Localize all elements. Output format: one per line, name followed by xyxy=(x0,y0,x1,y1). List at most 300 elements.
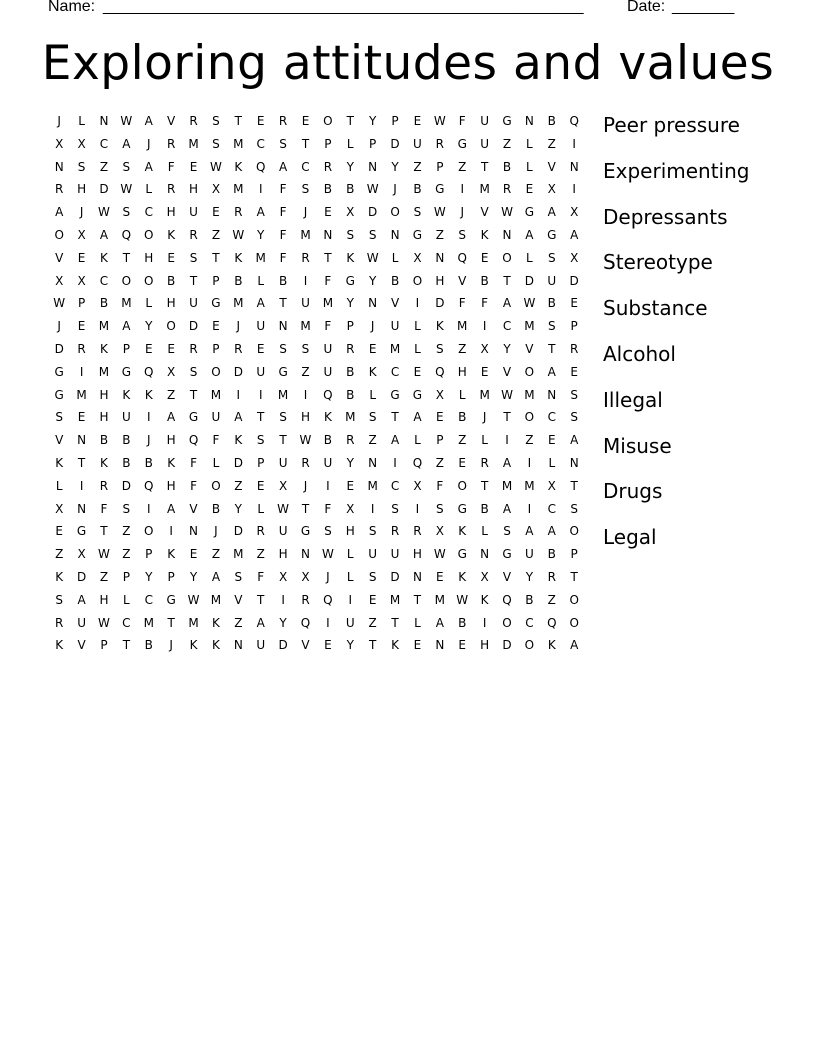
grid-letter[interactable]: K xyxy=(55,569,64,584)
grid-letter[interactable]: F xyxy=(100,501,108,516)
grid-letter[interactable]: U xyxy=(278,524,288,539)
grid-letter[interactable]: E xyxy=(458,638,467,653)
grid-letter[interactable]: V xyxy=(502,569,512,584)
grid-letter[interactable]: X xyxy=(435,387,444,402)
grid-letter[interactable]: Z xyxy=(211,227,221,242)
grid-letter[interactable]: E xyxy=(212,205,220,220)
grid-letter[interactable]: U xyxy=(256,638,266,653)
grid-letter[interactable]: C xyxy=(525,615,534,630)
grid-letter[interactable]: Z xyxy=(368,433,377,448)
grid-letter[interactable]: S xyxy=(391,501,399,516)
grid-letter[interactable]: D xyxy=(233,455,243,470)
grid-letter[interactable]: S xyxy=(368,227,377,242)
grid-letter[interactable]: O xyxy=(144,273,154,288)
grid-letter[interactable]: M xyxy=(434,592,446,607)
grid-letter[interactable]: R xyxy=(346,341,355,356)
grid-letter[interactable]: K xyxy=(211,638,220,653)
grid-letter[interactable]: S xyxy=(368,524,377,539)
grid-letter[interactable]: K xyxy=(458,569,467,584)
grid-letter[interactable]: X xyxy=(55,273,64,288)
grid-letter[interactable]: R xyxy=(55,182,64,197)
grid-letter[interactable]: E xyxy=(480,364,489,379)
grid-letter[interactable]: C xyxy=(390,478,400,493)
grid-letter[interactable]: S xyxy=(413,205,422,220)
grid-letter[interactable]: J xyxy=(79,205,84,220)
grid-letter[interactable]: K xyxy=(323,410,332,425)
grid-letter[interactable]: O xyxy=(502,615,512,630)
grid-letter[interactable]: S xyxy=(346,227,355,242)
grid-letter[interactable]: X xyxy=(435,524,444,539)
grid-letter[interactable]: E xyxy=(301,114,310,128)
grid-letter[interactable]: U xyxy=(278,455,288,470)
grid-letter[interactable]: L xyxy=(458,387,466,402)
grid-letter[interactable]: H xyxy=(435,273,445,288)
grid-letter[interactable]: B xyxy=(278,273,288,288)
grid-letter[interactable]: E xyxy=(167,250,175,265)
grid-letter[interactable]: L xyxy=(78,114,85,128)
grid-letter[interactable]: M xyxy=(188,136,199,151)
grid-letter[interactable]: T xyxy=(570,569,578,584)
grid-letter[interactable]: Z xyxy=(234,478,243,493)
grid-letter[interactable]: C xyxy=(122,615,131,630)
grid-letter[interactable]: Y xyxy=(368,273,377,288)
grid-letter[interactable]: R xyxy=(301,250,310,265)
grid-letter[interactable]: B xyxy=(458,615,467,630)
grid-letter[interactable]: K xyxy=(211,615,220,630)
grid-letter[interactable]: K xyxy=(55,455,64,470)
grid-letter[interactable]: A xyxy=(167,501,176,516)
grid-letter[interactable]: I xyxy=(281,592,285,607)
grid-letter[interactable]: I xyxy=(258,387,263,402)
grid-letter[interactable]: L xyxy=(145,296,153,311)
grid-letter[interactable]: U xyxy=(390,319,400,334)
grid-letter[interactable]: A xyxy=(256,205,265,220)
grid-letter[interactable]: S xyxy=(279,410,287,425)
grid-letter[interactable]: U xyxy=(256,319,266,334)
grid-letter[interactable]: G xyxy=(345,273,355,288)
grid-letter[interactable]: O xyxy=(569,524,579,539)
grid-letter[interactable]: W xyxy=(120,114,133,128)
grid-letter[interactable]: R xyxy=(189,341,198,356)
grid-letter[interactable]: T xyxy=(257,592,265,607)
grid-letter[interactable]: W xyxy=(501,205,513,220)
grid-letter[interactable]: S xyxy=(279,341,287,356)
grid-letter[interactable]: K xyxy=(144,387,153,402)
grid-letter[interactable]: S xyxy=(122,501,131,516)
grid-letter[interactable]: B xyxy=(547,114,556,128)
grid-letter[interactable]: E xyxy=(256,478,265,493)
grid-letter[interactable]: X xyxy=(77,273,86,288)
grid-letter[interactable]: O xyxy=(569,615,579,630)
grid-letter[interactable]: V xyxy=(502,364,512,379)
grid-letter[interactable]: S xyxy=(458,227,467,242)
grid-letter[interactable]: D xyxy=(278,638,288,653)
grid-letter[interactable]: G xyxy=(188,410,199,425)
grid-letter[interactable]: L xyxy=(526,159,533,174)
grid-letter[interactable]: R xyxy=(189,227,198,242)
grid-letter[interactable]: E xyxy=(413,114,422,128)
grid-letter[interactable]: M xyxy=(479,182,490,197)
grid-letter[interactable]: T xyxy=(212,250,220,265)
grid-letter[interactable]: W xyxy=(433,547,446,562)
grid-letter[interactable]: R xyxy=(480,455,489,470)
grid-letter[interactable]: A xyxy=(77,592,86,607)
grid-letter[interactable]: M xyxy=(233,136,244,151)
grid-letter[interactable]: B xyxy=(144,455,153,470)
grid-letter[interactable]: K xyxy=(234,433,243,448)
grid-letter[interactable]: A xyxy=(502,501,512,516)
grid-letter[interactable]: F xyxy=(190,455,197,470)
grid-letter[interactable]: D xyxy=(390,136,400,151)
grid-letter[interactable]: K xyxy=(167,455,176,470)
grid-letter[interactable]: K xyxy=(122,387,131,402)
grid-letter[interactable]: S xyxy=(368,569,377,584)
grid-letter[interactable]: A xyxy=(525,524,534,539)
grid-letter[interactable]: D xyxy=(390,569,400,584)
grid-letter[interactable]: Z xyxy=(525,433,534,448)
grid-letter[interactable]: I xyxy=(79,478,84,493)
grid-letter[interactable]: H xyxy=(300,410,310,425)
grid-letter[interactable]: S xyxy=(436,341,444,356)
grid-letter[interactable]: T xyxy=(570,478,578,493)
grid-letter[interactable]: G xyxy=(54,387,64,402)
grid-letter[interactable]: S xyxy=(55,592,63,607)
grid-letter[interactable]: C xyxy=(547,501,556,516)
grid-letter[interactable]: S xyxy=(368,410,377,425)
grid-letter[interactable]: R xyxy=(346,433,355,448)
grid-letter[interactable]: N xyxy=(323,227,333,242)
grid-letter[interactable]: H xyxy=(166,433,176,448)
grid-letter[interactable]: X xyxy=(77,227,86,242)
grid-letter[interactable]: B xyxy=(99,433,109,448)
grid-letter[interactable]: M xyxy=(143,615,154,630)
grid-letter[interactable]: Z xyxy=(458,433,467,448)
grid-letter[interactable]: E xyxy=(77,410,86,425)
grid-letter[interactable]: X xyxy=(278,478,288,493)
grid-letter[interactable]: M xyxy=(524,387,535,402)
grid-letter[interactable]: S xyxy=(234,569,243,584)
grid-letter[interactable]: O xyxy=(524,410,535,425)
grid-letter[interactable]: A xyxy=(525,227,534,242)
grid-letter[interactable]: L xyxy=(526,136,533,151)
grid-letter[interactable]: W xyxy=(98,205,110,220)
grid-letter[interactable]: L xyxy=(257,501,265,516)
grid-letter[interactable]: R xyxy=(166,136,176,151)
grid-letter[interactable]: Z xyxy=(99,159,109,174)
grid-letter[interactable]: L xyxy=(414,615,421,630)
grid-letter[interactable]: I xyxy=(482,319,487,334)
grid-letter[interactable]: J xyxy=(57,114,61,128)
grid-letter[interactable]: J xyxy=(214,524,218,539)
grid-letter[interactable]: Q xyxy=(435,364,445,379)
grid-letter[interactable]: W xyxy=(209,159,222,174)
grid-letter[interactable]: Y xyxy=(346,638,354,653)
grid-letter[interactable]: T xyxy=(257,410,265,425)
grid-letter[interactable]: V xyxy=(77,638,86,653)
grid-letter[interactable]: Z xyxy=(55,547,64,562)
grid-letter[interactable]: B xyxy=(547,296,556,311)
grid-letter[interactable]: O xyxy=(524,364,535,379)
grid-letter[interactable]: S xyxy=(122,159,131,174)
grid-letter[interactable]: H xyxy=(412,547,422,562)
grid-letter[interactable]: H xyxy=(99,410,109,425)
grid-letter[interactable]: A xyxy=(413,410,422,425)
grid-letter[interactable]: U xyxy=(211,410,221,425)
grid-letter[interactable]: C xyxy=(99,136,109,151)
grid-letter[interactable]: Z xyxy=(368,615,377,630)
grid-letter[interactable]: I xyxy=(527,501,532,516)
grid-letter[interactable]: K xyxy=(480,592,489,607)
grid-letter[interactable]: O xyxy=(502,250,512,265)
grid-letter[interactable]: M xyxy=(479,387,490,402)
grid-letter[interactable]: H xyxy=(278,547,288,562)
grid-letter[interactable]: P xyxy=(100,638,108,653)
grid-letter[interactable]: D xyxy=(368,205,378,220)
grid-letter[interactable]: M xyxy=(524,319,535,334)
grid-letter[interactable]: Y xyxy=(145,569,153,584)
grid-letter[interactable]: M xyxy=(367,478,378,493)
grid-letter[interactable]: G xyxy=(457,501,467,516)
grid-letter[interactable]: Z xyxy=(413,159,422,174)
grid-letter[interactable]: T xyxy=(279,296,287,311)
grid-letter[interactable]: F xyxy=(190,478,197,493)
grid-letter[interactable]: W xyxy=(366,250,379,265)
grid-letter[interactable]: F xyxy=(458,114,466,128)
grid-letter[interactable]: M xyxy=(300,227,311,242)
grid-letter[interactable]: L xyxy=(212,455,220,470)
grid-letter[interactable]: R xyxy=(77,341,86,356)
grid-letter[interactable]: W xyxy=(433,205,446,220)
grid-letter[interactable]: R xyxy=(301,592,310,607)
grid-letter[interactable]: S xyxy=(212,114,220,128)
grid-letter[interactable]: L xyxy=(257,273,265,288)
grid-letter[interactable]: T xyxy=(503,410,511,425)
grid-letter[interactable]: S xyxy=(570,410,578,425)
grid-letter[interactable]: J xyxy=(57,319,61,334)
grid-letter[interactable]: T xyxy=(503,273,511,288)
grid-letter[interactable]: Y xyxy=(145,319,153,334)
grid-letter[interactable]: T xyxy=(279,433,287,448)
grid-letter[interactable]: J xyxy=(370,319,375,334)
grid-letter[interactable]: M xyxy=(76,387,87,402)
grid-letter[interactable]: O xyxy=(54,227,64,242)
grid-letter[interactable]: K xyxy=(234,250,243,265)
grid-letter[interactable]: I xyxy=(572,182,576,197)
grid-letter[interactable]: S xyxy=(301,341,310,356)
grid-letter[interactable]: X xyxy=(211,182,221,197)
grid-letter[interactable]: A xyxy=(278,159,288,174)
grid-letter[interactable]: Z xyxy=(435,227,444,242)
grid-letter[interactable]: S xyxy=(547,250,556,265)
grid-letter[interactable]: X xyxy=(77,136,86,151)
grid-letter[interactable]: S xyxy=(77,159,86,174)
grid-letter[interactable]: Z xyxy=(547,136,556,151)
grid-letter[interactable]: G xyxy=(300,524,311,539)
grid-letter[interactable]: U xyxy=(256,364,266,379)
grid-letter[interactable]: X xyxy=(77,547,86,562)
grid-letter[interactable]: N xyxy=(54,159,64,174)
grid-letter[interactable]: J xyxy=(303,478,308,493)
grid-letter[interactable]: Q xyxy=(502,592,512,607)
grid-letter[interactable]: O xyxy=(211,478,221,493)
grid-letter[interactable]: A xyxy=(99,227,109,242)
grid-letter[interactable]: P xyxy=(436,159,444,174)
grid-letter[interactable]: U xyxy=(547,273,557,288)
grid-letter[interactable]: Y xyxy=(525,569,534,584)
grid-letter[interactable]: F xyxy=(436,478,444,493)
grid-letter[interactable]: I xyxy=(460,182,464,197)
grid-letter[interactable]: E xyxy=(167,341,175,356)
grid-letter[interactable]: I xyxy=(303,273,308,288)
grid-letter[interactable]: Z xyxy=(99,569,109,584)
grid-letter[interactable]: X xyxy=(570,205,579,220)
grid-letter[interactable]: Q xyxy=(323,592,333,607)
grid-letter[interactable]: T xyxy=(391,410,399,425)
grid-letter[interactable]: U xyxy=(480,114,490,128)
grid-letter[interactable]: R xyxy=(234,205,243,220)
grid-letter[interactable]: A xyxy=(390,433,400,448)
grid-letter[interactable]: Q xyxy=(323,387,333,402)
grid-letter[interactable]: P xyxy=(324,136,332,151)
grid-letter[interactable]: E xyxy=(368,592,377,607)
grid-letter[interactable]: I xyxy=(326,615,330,630)
grid-letter[interactable]: G xyxy=(457,136,467,151)
grid-letter[interactable]: U xyxy=(413,136,422,151)
grid-letter[interactable]: V xyxy=(458,273,467,288)
grid-letter[interactable]: E xyxy=(413,364,422,379)
grid-letter[interactable]: G xyxy=(54,364,64,379)
grid-letter[interactable]: P xyxy=(570,547,578,562)
grid-letter[interactable]: T xyxy=(324,250,332,265)
grid-letter[interactable]: T xyxy=(122,638,131,653)
grid-letter[interactable]: F xyxy=(167,159,175,174)
grid-letter[interactable]: O xyxy=(457,478,467,493)
grid-letter[interactable]: P xyxy=(167,569,175,584)
grid-letter[interactable]: C xyxy=(301,159,310,174)
grid-letter[interactable]: I xyxy=(303,387,308,402)
grid-letter[interactable]: G xyxy=(457,547,467,562)
grid-letter[interactable]: O xyxy=(524,638,535,653)
grid-letter[interactable]: O xyxy=(569,592,579,607)
grid-letter[interactable]: B xyxy=(122,455,131,470)
grid-letter[interactable]: G xyxy=(502,547,512,562)
grid-letter[interactable]: R xyxy=(570,341,579,356)
grid-letter[interactable]: C xyxy=(99,273,109,288)
grid-letter[interactable]: V xyxy=(390,296,400,311)
grid-letter[interactable]: Y xyxy=(346,296,354,311)
grid-letter[interactable]: Q xyxy=(121,227,132,242)
grid-letter[interactable]: S xyxy=(503,524,511,539)
grid-letter[interactable]: N xyxy=(189,524,199,539)
grid-letter[interactable]: H xyxy=(166,296,176,311)
grid-letter[interactable]: B xyxy=(99,296,109,311)
grid-letter[interactable]: G xyxy=(412,387,423,402)
grid-letter[interactable]: Y xyxy=(346,159,354,174)
grid-letter[interactable]: T xyxy=(480,159,489,174)
grid-letter[interactable]: X xyxy=(480,569,489,584)
grid-letter[interactable]: J xyxy=(146,433,151,448)
grid-letter[interactable]: A xyxy=(211,569,221,584)
grid-letter[interactable]: E xyxy=(256,114,265,128)
grid-letter[interactable]: F xyxy=(257,569,265,584)
grid-letter[interactable]: J xyxy=(393,182,397,197)
grid-letter[interactable]: Z xyxy=(122,547,131,562)
grid-letter[interactable]: E xyxy=(77,319,86,334)
grid-letter[interactable]: S xyxy=(570,501,578,516)
grid-letter[interactable]: N xyxy=(368,455,378,470)
grid-letter[interactable]: D xyxy=(435,296,445,311)
grid-letter[interactable]: G xyxy=(502,114,512,128)
grid-letter[interactable]: A xyxy=(547,364,556,379)
grid-letter[interactable]: N xyxy=(278,319,288,334)
grid-letter[interactable]: C xyxy=(390,364,400,379)
grid-letter[interactable]: Q xyxy=(412,455,423,470)
grid-letter[interactable]: T xyxy=(77,455,86,470)
grid-letter[interactable]: H xyxy=(166,205,176,220)
grid-letter[interactable]: M xyxy=(457,319,468,334)
grid-letter[interactable]: N xyxy=(390,227,400,242)
grid-letter[interactable]: T xyxy=(122,250,131,265)
grid-letter[interactable]: X xyxy=(167,364,176,379)
grid-letter[interactable]: X xyxy=(301,569,310,584)
grid-letter[interactable]: P xyxy=(391,114,399,128)
grid-letter[interactable]: S xyxy=(212,136,220,151)
grid-letter[interactable]: L xyxy=(391,250,399,265)
grid-letter[interactable]: U xyxy=(368,547,378,562)
grid-letter[interactable]: I xyxy=(393,455,397,470)
grid-letter[interactable]: M xyxy=(524,478,535,493)
grid-letter[interactable]: X xyxy=(570,250,579,265)
grid-letter[interactable]: A xyxy=(167,410,176,425)
grid-letter[interactable]: N xyxy=(569,159,579,174)
grid-letter[interactable]: X xyxy=(413,250,422,265)
grid-letter[interactable]: K xyxy=(234,159,243,174)
grid-letter[interactable]: B xyxy=(547,547,556,562)
grid-letter[interactable]: Z xyxy=(502,136,512,151)
grid-letter[interactable]: J xyxy=(236,319,241,334)
grid-letter[interactable]: X xyxy=(547,478,556,493)
grid-letter[interactable]: P xyxy=(77,296,86,311)
grid-letter[interactable]: I xyxy=(370,501,375,516)
grid-letter[interactable]: E xyxy=(55,524,63,539)
grid-letter[interactable]: T xyxy=(346,114,354,128)
grid-letter[interactable]: A xyxy=(256,615,265,630)
grid-letter[interactable]: A xyxy=(547,205,556,220)
grid-letter[interactable]: T xyxy=(413,592,422,607)
grid-letter[interactable]: E xyxy=(144,341,153,356)
grid-letter[interactable]: I xyxy=(236,387,241,402)
grid-letter[interactable]: K xyxy=(100,455,108,470)
grid-letter[interactable]: K xyxy=(391,638,399,653)
grid-letter[interactable]: M xyxy=(501,478,513,493)
grid-letter[interactable]: R xyxy=(413,524,422,539)
grid-letter[interactable]: P xyxy=(122,341,130,356)
grid-letter[interactable]: V xyxy=(55,250,64,265)
grid-letter[interactable]: G xyxy=(211,296,221,311)
grid-letter[interactable]: Z xyxy=(122,524,131,539)
grid-letter[interactable]: O xyxy=(166,319,176,334)
grid-letter[interactable]: P xyxy=(212,273,220,288)
grid-letter[interactable]: U xyxy=(301,296,310,311)
grid-letter[interactable]: B xyxy=(346,182,355,197)
grid-letter[interactable]: W xyxy=(299,433,312,448)
grid-letter[interactable]: G xyxy=(278,364,288,379)
grid-letter[interactable]: R xyxy=(390,524,400,539)
grid-letter[interactable]: S xyxy=(122,205,131,220)
grid-letter[interactable]: K xyxy=(167,547,176,562)
grid-letter[interactable]: S xyxy=(570,387,578,402)
grid-letter[interactable]: Q xyxy=(144,478,154,493)
